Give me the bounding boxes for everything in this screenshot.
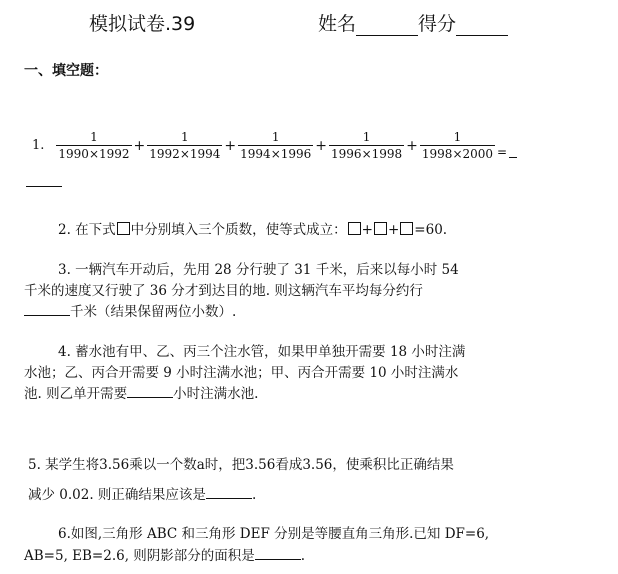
- q6-answer-blank: [255, 545, 301, 560]
- q5-line-2b: .: [251, 487, 257, 503]
- q5-line-2a: 减少 0.02. 则正确结果应该是: [28, 487, 206, 503]
- q6-line-2b: .: [300, 548, 306, 564]
- name-label: 姓名: [318, 13, 357, 35]
- q1-fraction-denominator: 1990×1992: [58, 147, 130, 161]
- q1-fraction-denominator: 1992×1994: [149, 147, 221, 161]
- q1-fraction-numerator: 1: [362, 130, 371, 144]
- q1-fraction: [147, 129, 222, 162]
- q1-fraction-denominator: 1996×1998: [331, 147, 403, 161]
- question-1: [30, 129, 517, 162]
- q3-line-3: [24, 301, 236, 323]
- q3-line-3-text: 千米（结果保留两位小数）.: [70, 304, 237, 320]
- q6-line-2a: AB=5, EB=2.6, 则阴影部分的面积是: [24, 548, 255, 564]
- q1-fraction-numerator: 1: [181, 130, 189, 144]
- q2-plus: +: [361, 222, 373, 238]
- q1-plus: +: [224, 137, 237, 154]
- q1-fraction-denominator: 1994×1996: [240, 147, 312, 161]
- q3-answer-blank: [24, 301, 70, 316]
- q4-line-3: [24, 383, 258, 405]
- q1-fraction-numerator: 1: [453, 130, 462, 144]
- q3-line-1: 3. 一辆汽车开动后，先用 28 分行驶了 31 千米，后来以每小时 54: [58, 262, 459, 278]
- name-blank: [356, 19, 418, 36]
- q6-line-1: 6.如图,三角形 ABC 和三角形 DEF 分别是等腰直角三角形.已知 DF=6,: [58, 526, 490, 542]
- page-title: 模拟试卷.39: [89, 13, 196, 35]
- q1-fraction: [329, 129, 404, 162]
- q4-line-2: 水池；乙、丙合开需要 9 小时注满水池；甲、丙合开需要 10 小时注满水: [24, 365, 459, 381]
- q4-answer-blank: [127, 383, 173, 398]
- section-heading: 一、填空题：: [24, 63, 108, 79]
- q4-line-3b: 小时注满水池.: [173, 386, 259, 402]
- q1-equals: =: [497, 145, 508, 159]
- q2-tail: =60.: [414, 222, 448, 238]
- q1-fraction-denominator: 1998×2000: [421, 147, 494, 161]
- q1-plus: +: [315, 137, 328, 154]
- q1-fraction: [238, 129, 313, 162]
- q1-answer-blank: [26, 186, 62, 187]
- blank-box-icon: [374, 222, 387, 235]
- q2-text-a: 2. 在下式: [58, 222, 116, 238]
- q2-plus: +: [387, 222, 400, 238]
- q1-fraction-numerator: 1: [90, 130, 98, 144]
- q1-fraction: [56, 129, 131, 162]
- q4-line-1: 4. 蓄水池有甲、乙、丙三个注水管，如果甲单独开需要 18 小时注满: [58, 344, 466, 360]
- q3-line-2: 千米的速度又行驶了 36 分才到达目的地. 则这辆汽车平均每分约行: [24, 283, 423, 299]
- score-blank: [456, 19, 508, 36]
- q6-line-2: [24, 545, 305, 567]
- q4-line-3a: 池. 则乙单开需要: [24, 386, 128, 402]
- q1-plus: +: [133, 137, 146, 154]
- q1-number: 1.: [32, 138, 45, 153]
- name-field: [318, 9, 508, 36]
- blank-box-icon: [348, 222, 361, 235]
- q1-fraction-numerator: 1: [271, 130, 280, 144]
- q2-text-b: 中分别填入三个质数，使等式成立：: [130, 222, 347, 238]
- q5-line-2: [28, 484, 256, 506]
- score-label: 得分: [418, 13, 457, 35]
- q1-fraction: [420, 129, 495, 162]
- q5-answer-blank: [206, 484, 252, 499]
- question-2: [58, 219, 447, 241]
- q1-plus: +: [406, 137, 418, 154]
- blank-box-icon: [117, 222, 130, 235]
- q1-answer-blank-a: [509, 143, 517, 158]
- blank-box-icon: [400, 222, 413, 235]
- q5-line-1: 5. 某学生将3.56乘以一个数a时，把3.56看成3.56，使乘积比正确结果: [28, 457, 454, 473]
